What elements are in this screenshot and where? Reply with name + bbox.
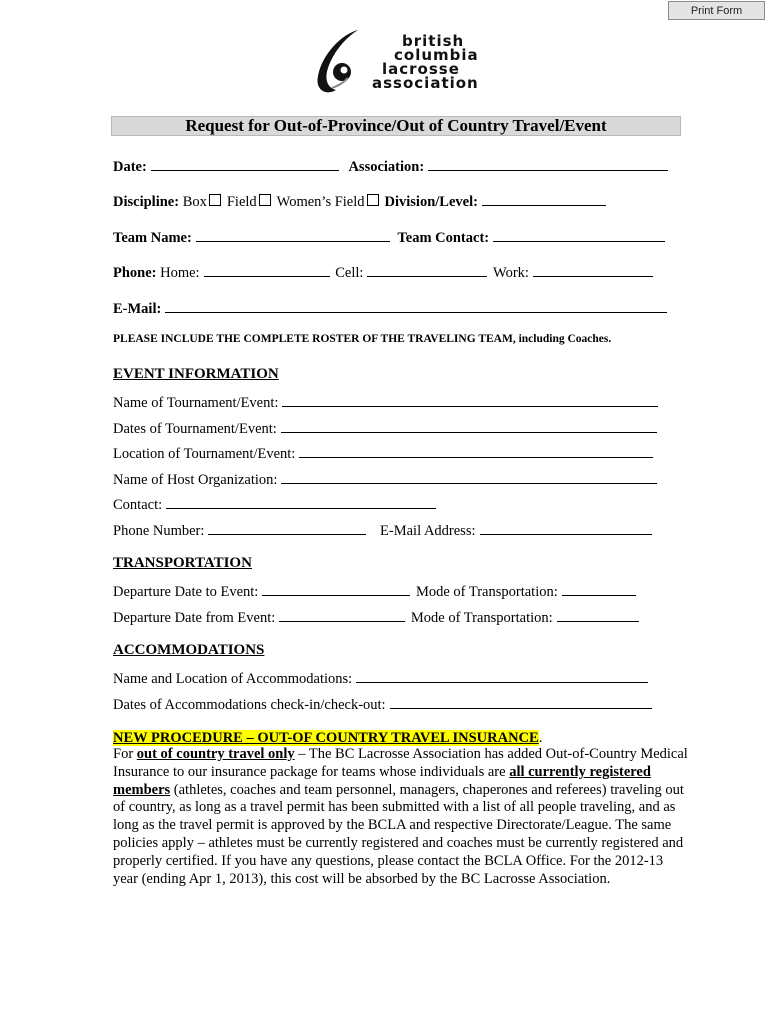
division-field[interactable] [482,191,606,206]
cell-label: Cell: [335,265,364,281]
mode1-field[interactable] [562,581,636,596]
event-location-label: Location of Tournament/Event: [113,446,296,462]
departure-from-label: Departure Date from Event: [113,610,276,626]
insurance-paragraph [113,746,688,888]
event-email-field[interactable] [480,520,652,535]
association-field[interactable] [428,156,668,171]
cell-phone-field[interactable] [367,262,487,277]
event-name-label: Name of Tournament/Event: [113,395,279,411]
departure-to-field[interactable] [262,581,410,596]
contact-field[interactable] [166,494,436,509]
transport-heading: TRANSPORTATION [113,555,252,571]
insurance-emphasis: all currently registered members [113,763,651,798]
insurance-heading-row [113,729,542,747]
team-contact-label: Team Contact: [397,230,490,246]
discipline-label: Discipline: [113,194,180,210]
insurance-text: (athletes, coaches and team personnel, managers, chaperones and referees) traveling out of country, as long as a travel permit has been submitted with a list of all people traveling, and as long as the travel permit is approved by the BCLA and respective Directorate/League. The same policies apply – athletes must be currently registered and coaches must be currently registered and properly certified. If you have any questions, please contact the BCLA Office. For the 2012-13 year (ending Apr 1, 2013), this cost will be absorbed by the BC Lacrosse Association. [113,781,684,887]
accommodation-dates-field[interactable] [390,694,652,709]
mode2-label: Mode of Transportation: [410,610,553,626]
mode1-label: Mode of Transportation: [415,584,558,600]
host-row [113,469,657,489]
event-dates-field[interactable] [281,418,657,433]
field-label: Field [226,194,257,210]
logo-line: association [372,74,479,92]
insurance-heading-period: . [538,730,543,746]
association-label: Association: [348,159,425,175]
team-name-field[interactable] [196,227,390,242]
team-row [113,227,665,247]
field-checkbox[interactable] [259,194,271,206]
womens-field-label: Women’s Field [276,194,365,210]
accommodation-name-row [113,668,648,688]
division-label: Division/Level: [384,194,478,210]
event-email-label: E-Mail Address: [380,523,476,539]
host-field[interactable] [281,469,657,484]
logo-line: columbia [394,46,479,64]
insurance-text: For [113,746,137,762]
accommodation-dates-label: Dates of Accommodations check-in/check-out: [113,697,386,713]
host-label: Name of Host Organization: [113,472,278,488]
box-checkbox[interactable] [209,194,221,206]
insurance-heading: NEW PROCEDURE – OUT-OF COUNTRY TRAVEL INSURANCE [113,730,539,746]
email-label: E-Mail: [113,301,162,317]
accommodations-heading: ACCOMMODATIONS [113,642,265,658]
event-name-row [113,392,658,412]
logo-line: lacrosse [382,60,460,78]
email-row [113,298,667,318]
departure-from-field[interactable] [279,607,405,622]
bcla-logo-icon [312,28,372,96]
event-phone-row [113,520,652,540]
event-location-row [113,443,653,463]
accommodation-dates-row [113,694,652,714]
phone-row [113,262,653,282]
departure-to-row [113,581,636,601]
event-dates-label: Dates of Tournament/Event: [113,421,277,437]
accommodation-name-field[interactable] [356,668,648,683]
home-label: Home: [160,265,200,281]
logo-line: british [402,32,465,50]
print-form-button[interactable]: Print Form [668,1,765,20]
box-label: Box [182,194,207,210]
discipline-row [113,191,606,211]
page-title: Request for Out-of-Province/Out of Country Travel/Event [185,116,607,135]
team-contact-field[interactable] [493,227,665,242]
bcla-logo-text [372,34,479,90]
event-dates-row [113,418,657,438]
roster-note: PLEASE INCLUDE THE COMPLETE ROSTER OF THE TRAVELING TEAM, including Coaches. [113,333,612,345]
date-label: Date: [113,159,147,175]
date-field[interactable] [151,156,339,171]
event-phone-field[interactable] [208,520,366,535]
event-heading: EVENT INFORMATION [113,366,279,382]
contact-row [113,494,436,514]
work-label: Work: [493,265,529,281]
event-name-field[interactable] [282,392,658,407]
departure-from-row [113,607,639,627]
work-phone-field[interactable] [533,262,653,277]
accommodation-name-label: Name and Location of Accommodations: [113,671,353,687]
event-location-field[interactable] [299,443,653,458]
phone-label: Phone: [113,265,157,281]
event-phone-label: Phone Number: [113,523,205,539]
mode2-field[interactable] [557,607,639,622]
date-row [113,156,668,176]
womens-field-checkbox[interactable] [367,194,379,206]
email-field[interactable] [165,298,667,313]
insurance-emphasis: out of country travel only [136,746,295,762]
home-phone-field[interactable] [204,262,330,277]
contact-label: Contact: [113,497,163,513]
team-name-label: Team Name: [113,230,192,246]
insurance-text: – The BC Lacrosse Association has added Out-of-Country Medical Insurance to our insurance package for teams whose individuals are [113,746,688,780]
departure-to-label: Departure Date to Event: [113,584,259,600]
